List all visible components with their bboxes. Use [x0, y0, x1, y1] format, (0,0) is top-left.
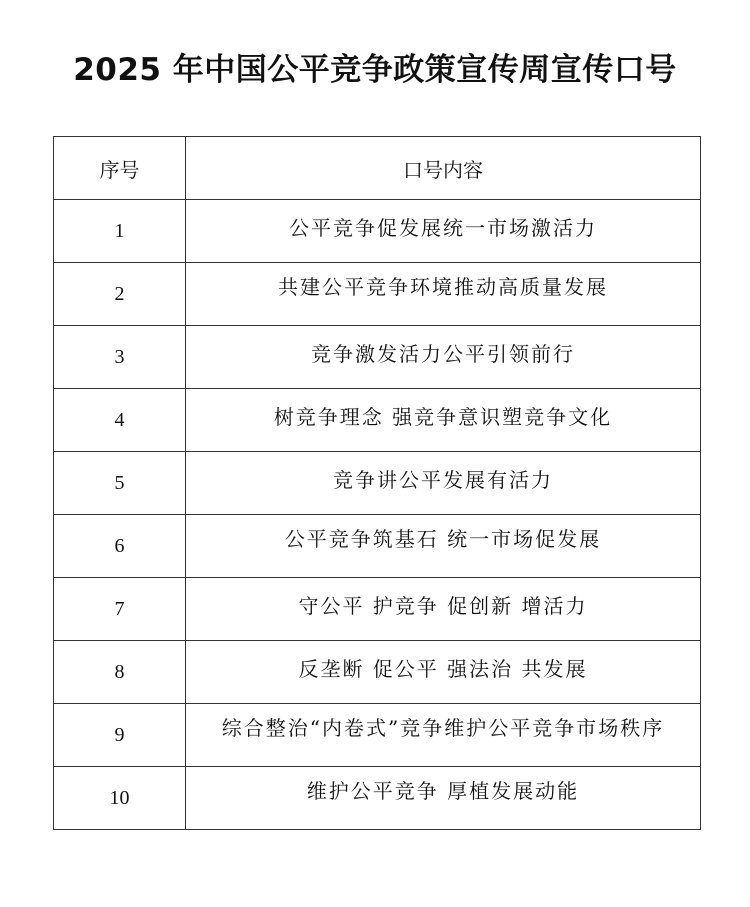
table-row [54, 767, 701, 830]
slogan-text: 守公平 护竞争 促创新 增活力 [298, 594, 588, 618]
row-slogan-cell [186, 578, 701, 641]
slogan-text: 公平竞争促发展统一市场激活力 [289, 216, 597, 240]
slogan-text: 树竞争理念 强竞争意识塑竞争文化 [273, 405, 613, 429]
table-row [54, 452, 701, 515]
slogan-text: 共建公平竞争环境推动高质量发展 [278, 275, 608, 299]
row-slogan-cell [186, 263, 701, 326]
row-index: 7 [54, 578, 186, 641]
slogan-table [53, 136, 701, 830]
row-slogan-cell [186, 452, 701, 515]
row-index: 4 [54, 389, 186, 452]
row-index: 5 [54, 452, 186, 515]
table-row [54, 326, 701, 389]
table-row [54, 641, 701, 704]
row-index: 10 [54, 767, 186, 830]
row-slogan-cell [186, 515, 701, 578]
row-index: 1 [54, 200, 186, 263]
row-index: 3 [54, 326, 186, 389]
row-slogan-cell [186, 704, 701, 767]
row-index: 9 [54, 704, 186, 767]
slogan-text: 公平竞争筑基石 统一市场促发展 [284, 527, 602, 551]
table-row [54, 389, 701, 452]
table-row [54, 200, 701, 263]
row-slogan-cell [186, 200, 701, 263]
page-title: 2025 年中国公平竞争政策宣传周宣传口号 [73, 52, 677, 88]
slogan-text: 竞争讲公平发展有活力 [333, 468, 553, 492]
column-header-index: 序号 [54, 137, 186, 200]
row-slogan-cell [186, 767, 701, 830]
table-row [54, 263, 701, 326]
row-slogan-cell [186, 389, 701, 452]
table-row [54, 515, 701, 578]
row-slogan-cell [186, 641, 701, 704]
slogan-text: 综合整治“内卷式”竞争维护公平竞争市场秩序 [221, 716, 665, 740]
slogan-text: 维护公平竞争 厚植发展动能 [306, 779, 580, 803]
table-row [54, 578, 701, 641]
table-row [54, 704, 701, 767]
column-header-slogan: 口号内容 [186, 137, 701, 200]
row-index: 8 [54, 641, 186, 704]
slogan-text: 竞争激发活力公平引领前行 [311, 342, 575, 366]
slogan-text: 反垄断 促公平 强法治 共发展 [298, 657, 588, 681]
table-header-row [54, 137, 701, 200]
row-index: 2 [54, 263, 186, 326]
row-slogan-cell [186, 326, 701, 389]
row-index: 6 [54, 515, 186, 578]
